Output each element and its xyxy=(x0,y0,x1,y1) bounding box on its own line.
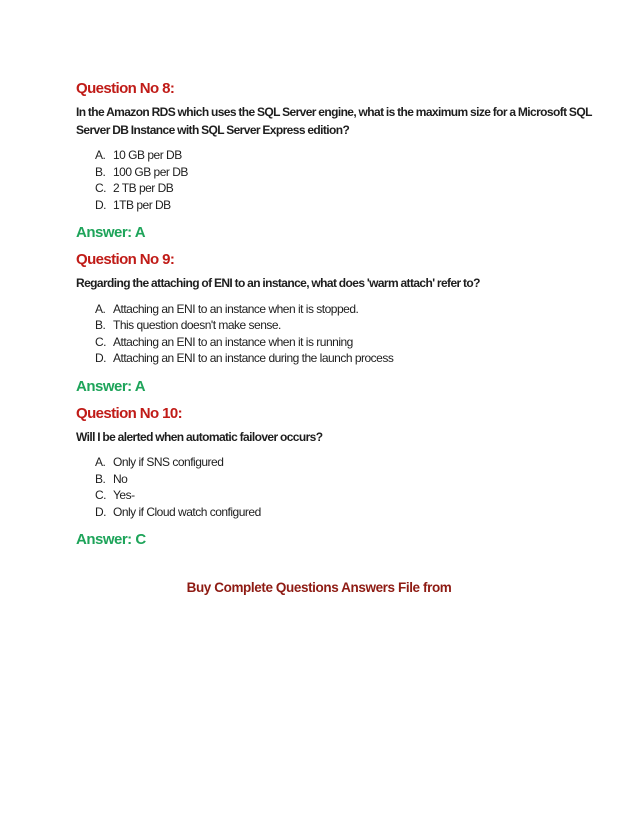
option-letter: D. xyxy=(95,351,106,365)
option-text: No xyxy=(113,471,128,486)
option-row xyxy=(76,504,598,521)
option-text: This question doesn't make sense. xyxy=(113,318,281,332)
options-list xyxy=(76,147,598,213)
option-letter: B. xyxy=(95,318,106,332)
option-text: Attaching an ENI to an instance during the launch process xyxy=(113,351,394,365)
question-block-10 xyxy=(76,404,598,550)
question-heading: Question No 10: xyxy=(76,404,183,422)
question-block-8 xyxy=(76,79,598,242)
option-text: Attaching an ENI to an instance when it is running xyxy=(113,334,353,349)
option-row xyxy=(76,301,598,318)
question-block-9 xyxy=(76,250,598,396)
option-letter: A. xyxy=(95,301,106,316)
answer-line: Answer: C xyxy=(76,531,146,548)
option-letter: B. xyxy=(95,471,106,486)
option-row xyxy=(76,164,598,181)
buy-complete-footer-text: Buy Complete Questions Answers File from xyxy=(186,580,452,595)
option-text: 1TB per DB xyxy=(113,197,171,212)
option-row xyxy=(76,317,598,334)
option-letter: C. xyxy=(95,334,106,349)
option-row xyxy=(76,334,598,351)
question-heading: Question No 8: xyxy=(76,80,175,97)
option-text: Attaching an ENI to an instance when it is stopped. xyxy=(113,301,359,316)
option-letter: C. xyxy=(95,181,106,195)
answer-line: Answer: A xyxy=(76,224,146,241)
option-row xyxy=(76,471,598,488)
option-row xyxy=(76,454,598,471)
option-row xyxy=(76,197,598,214)
option-row xyxy=(76,180,598,197)
options-list xyxy=(76,301,598,367)
option-text: Yes- xyxy=(113,488,135,502)
option-text: 100 GB per DB xyxy=(113,164,188,179)
question-text: Regarding the attaching of ENI to an instance, what does 'warm attach' refer to? xyxy=(76,276,480,290)
question-text: Will I be alerted when automatic failover occurs? xyxy=(76,429,323,444)
option-text: Only if SNS configured xyxy=(113,455,224,469)
option-text: Only if Cloud watch configured xyxy=(113,504,261,519)
question-text: In the Amazon RDS which uses the SQL Server engine, what is the maximum size for a Microsoft SQL Server DB Instance with SQL Server Express edition? xyxy=(76,105,592,137)
option-row xyxy=(76,350,598,367)
option-text: 2 TB per DB xyxy=(113,181,174,195)
option-letter: D. xyxy=(95,197,106,212)
option-letter: A. xyxy=(95,455,106,469)
options-list xyxy=(76,454,598,520)
option-text: 10 GB per DB xyxy=(113,148,182,162)
question-heading: Question No 9: xyxy=(76,251,175,268)
option-letter: C. xyxy=(95,488,106,502)
option-letter: D. xyxy=(95,504,106,519)
option-letter: B. xyxy=(95,164,106,179)
option-row xyxy=(76,487,598,504)
option-letter: A. xyxy=(95,148,106,162)
option-row xyxy=(76,147,598,164)
answer-line: Answer: A xyxy=(76,377,146,395)
